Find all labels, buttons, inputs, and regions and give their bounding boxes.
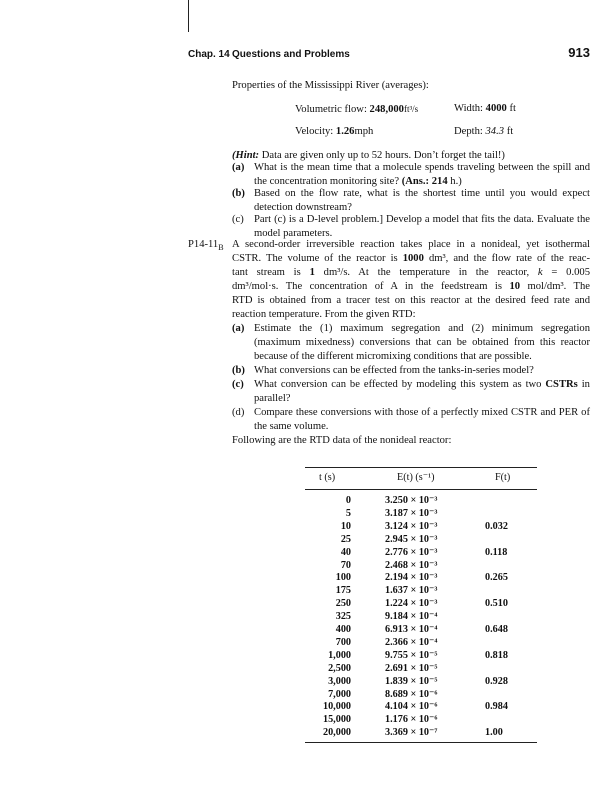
width-line — [454, 102, 516, 116]
rate-constant-symbol: k — [537, 267, 543, 278]
feed-concentration: 10 — [509, 281, 521, 292]
question-text: What conversion can be effected by modeling this system as two — [254, 379, 542, 390]
cell-f: 0.984 — [485, 701, 508, 713]
table-row — [305, 546, 537, 559]
question-a-reactor — [232, 322, 590, 364]
cell-e: 3.250 × 10⁻³ — [385, 495, 438, 506]
question-tail: in parallel? — [254, 379, 590, 404]
cell-time: 25 — [340, 533, 351, 545]
page-number: 913 — [568, 45, 590, 60]
statement-line-5: RTD is obtained from a tracer test on this reactor at the desired feed rate and — [232, 295, 590, 306]
question-label: (d) — [232, 407, 245, 418]
cell-f: 0.648 — [485, 624, 508, 635]
rate-constant-value: = 0.005 — [551, 267, 591, 278]
cell-e: 2.776 × 10⁻³ — [385, 546, 438, 558]
width-label: Width: — [454, 103, 483, 114]
table-row — [305, 507, 537, 520]
cell-f: 0.265 — [485, 572, 508, 584]
problem-number-text: P14-11 — [188, 239, 219, 250]
cell-e: 9.755 × 10⁻⁵ — [385, 649, 438, 661]
table-row — [305, 726, 537, 739]
problem-number — [188, 238, 224, 255]
question-label: (b) — [232, 188, 245, 199]
table-row — [305, 533, 537, 546]
column-header-f: F(t) — [495, 472, 511, 483]
cell-time: 15,000 — [322, 714, 351, 726]
flow-label: Volumetric flow: — [295, 104, 367, 115]
margin-rule — [188, 0, 189, 32]
table-row — [305, 700, 537, 713]
running-header — [188, 45, 590, 66]
problem-statement — [232, 238, 590, 322]
question-label: (c) — [232, 214, 244, 225]
cell-time: 7,000 — [328, 688, 351, 700]
table-row — [305, 713, 537, 726]
width-value: 4000 — [485, 103, 507, 114]
cell-e: 9.184 × 10⁻⁴ — [385, 611, 438, 623]
feed-flow: 1 — [309, 267, 315, 278]
velocity-value: 1.26 — [335, 126, 355, 137]
cell-e: 2.691 × 10⁻⁵ — [385, 662, 438, 674]
answer-label: (Ans.: — [401, 176, 430, 187]
section-title: Questions and Problems — [232, 49, 350, 60]
cell-time: 175 — [335, 585, 351, 597]
cell-e: 2.945 × 10⁻³ — [385, 533, 438, 545]
cell-e: 2.468 × 10⁻³ — [385, 559, 438, 571]
question-c-river — [232, 213, 590, 241]
table-row — [305, 520, 537, 533]
table-row — [305, 636, 537, 649]
table-row — [305, 597, 537, 610]
hint-label: (Hint: — [232, 150, 260, 161]
table-top-rule — [305, 467, 537, 468]
flow-value: 248,000 — [369, 104, 404, 115]
river-title: Properties of the Mississippi River (averages): — [232, 80, 429, 91]
table-row — [305, 688, 537, 701]
table-row — [305, 610, 537, 623]
answer-unit: h.) — [450, 176, 462, 187]
cell-f: 0.928 — [485, 675, 508, 687]
table-row — [305, 649, 537, 662]
velocity-label: Velocity: — [295, 126, 334, 137]
cell-e: 2.194 × 10⁻³ — [385, 572, 438, 584]
cell-e: 4.104 × 10⁻⁶ — [385, 701, 438, 713]
velocity-unit: mph — [354, 126, 374, 137]
reactor-volume: 1000 — [402, 253, 424, 264]
table-row — [305, 559, 537, 572]
depth-unit: ft — [506, 126, 514, 137]
question-label: (a) — [232, 323, 245, 334]
cell-time: 0 — [345, 495, 351, 506]
table-row — [305, 571, 537, 584]
question-text: What is the mean time that a molecule spends traveling between the spill and the concentration monitoring site? — [254, 162, 590, 187]
flow-line — [295, 102, 418, 117]
flow-unit: ft³/s — [403, 104, 419, 114]
cell-time: 40 — [340, 546, 351, 558]
cell-time: 400 — [335, 624, 351, 635]
problem-difficulty: B — [218, 243, 224, 253]
cell-e: 1.176 × 10⁻⁶ — [385, 714, 438, 726]
question-emphasis: CSTRs — [545, 379, 578, 390]
cell-time: 1,000 — [328, 649, 351, 661]
table-row — [305, 623, 537, 636]
cell-time: 10,000 — [322, 701, 351, 713]
question-label: (a) — [232, 162, 245, 173]
question-label: (c) — [232, 379, 244, 390]
width-unit: ft — [509, 103, 516, 114]
question-b-reactor — [232, 364, 590, 378]
question-d-reactor — [232, 406, 590, 434]
question-a-river — [232, 161, 590, 189]
depth-line — [454, 125, 513, 139]
question-c-reactor — [232, 378, 590, 406]
question-text: What conversions can be effected from the tanks-in-series model? — [254, 365, 534, 376]
cell-e: 3.124 × 10⁻³ — [385, 520, 438, 532]
cell-time: 325 — [335, 611, 351, 623]
question-b-river — [232, 187, 590, 215]
cell-time: 100 — [335, 572, 351, 584]
cell-e: 1.637 × 10⁻³ — [385, 585, 438, 597]
cell-time: 3,000 — [328, 675, 351, 687]
question-text: Based on the flow rate, what is the shortest time until you would expect detection downstream? — [254, 188, 590, 213]
cell-e: 8.689 × 10⁻⁶ — [385, 688, 438, 700]
depth-value: 34.3 — [485, 126, 505, 137]
cell-time: 250 — [335, 598, 351, 610]
cell-f: 0.032 — [485, 520, 508, 532]
table-row — [305, 662, 537, 675]
table-row — [305, 675, 537, 688]
chapter-label: Chap. 14 — [188, 49, 230, 60]
cell-f: 0.510 — [485, 598, 508, 610]
depth-label: Depth: — [454, 126, 483, 137]
velocity-line — [295, 125, 373, 139]
question-label: (b) — [232, 365, 245, 376]
cell-time: 70 — [340, 559, 351, 571]
table-intro: Following are the RTD data of the nonideal reactor: — [232, 435, 452, 446]
table-bottom-rule — [305, 742, 537, 743]
statement-line-1: A second-order irreversible reaction takes place in a nonideal, yet isothermal — [232, 239, 590, 250]
cell-e: 6.913 × 10⁻⁴ — [385, 624, 438, 635]
cell-f: 0.818 — [485, 649, 508, 661]
table-row — [305, 584, 537, 597]
cell-e: 1.839 × 10⁻⁵ — [385, 675, 438, 687]
statement-line-6: reaction temperature. From the given RTD: — [232, 309, 416, 320]
column-header-time: t (s) — [319, 472, 336, 483]
statement-line-4: dm³/mol·s. The concentration of A in the feedstream is 10 mol/dm³. The — [232, 281, 590, 292]
column-header-e: E(t) (s⁻¹) — [397, 472, 435, 483]
cell-time: 700 — [335, 636, 351, 648]
cell-e: 2.366 × 10⁻⁴ — [385, 636, 438, 648]
statement-line-2: CSTR. The volume of the reactor is 1000 dm³, and the flow rate of the reac- — [232, 253, 591, 264]
cell-e: 1.224 × 10⁻³ — [385, 598, 438, 610]
question-text: Compare these conversions with those of a perfectly mixed CSTR and PER of the same volume. — [254, 407, 590, 432]
cell-time: 2,500 — [328, 662, 351, 674]
cell-e: 3.369 × 10⁻⁷ — [385, 727, 438, 739]
hint-text: Data are given only up to 52 hours. Don’t forget the tail!) — [261, 150, 505, 161]
cell-e: 3.187 × 10⁻³ — [385, 507, 438, 519]
table-row — [305, 494, 537, 507]
cell-time: 10 — [340, 520, 351, 532]
cell-f: 0.118 — [485, 546, 508, 558]
cell-time: 20,000 — [322, 727, 351, 739]
question-text: Estimate the (1) maximum segregation and (2) minimum segregation (maximum mixedness) conversions that can be obtained from this reactor because of the different micromixing conditions that are possible. — [254, 323, 590, 362]
question-text: Part (c) is a D-level problem.] Develop a model that fits the data. Evaluate the model parameters. — [254, 214, 590, 239]
table-header-rule — [305, 489, 537, 490]
answer-value: 214 — [431, 176, 448, 187]
statement-line-3: tant stream is 1 dm³/s. At the temperature in the reactor, k = 0.005 — [232, 267, 591, 278]
cell-time: 5 — [345, 507, 351, 519]
cell-f: 1.00 — [485, 727, 503, 739]
